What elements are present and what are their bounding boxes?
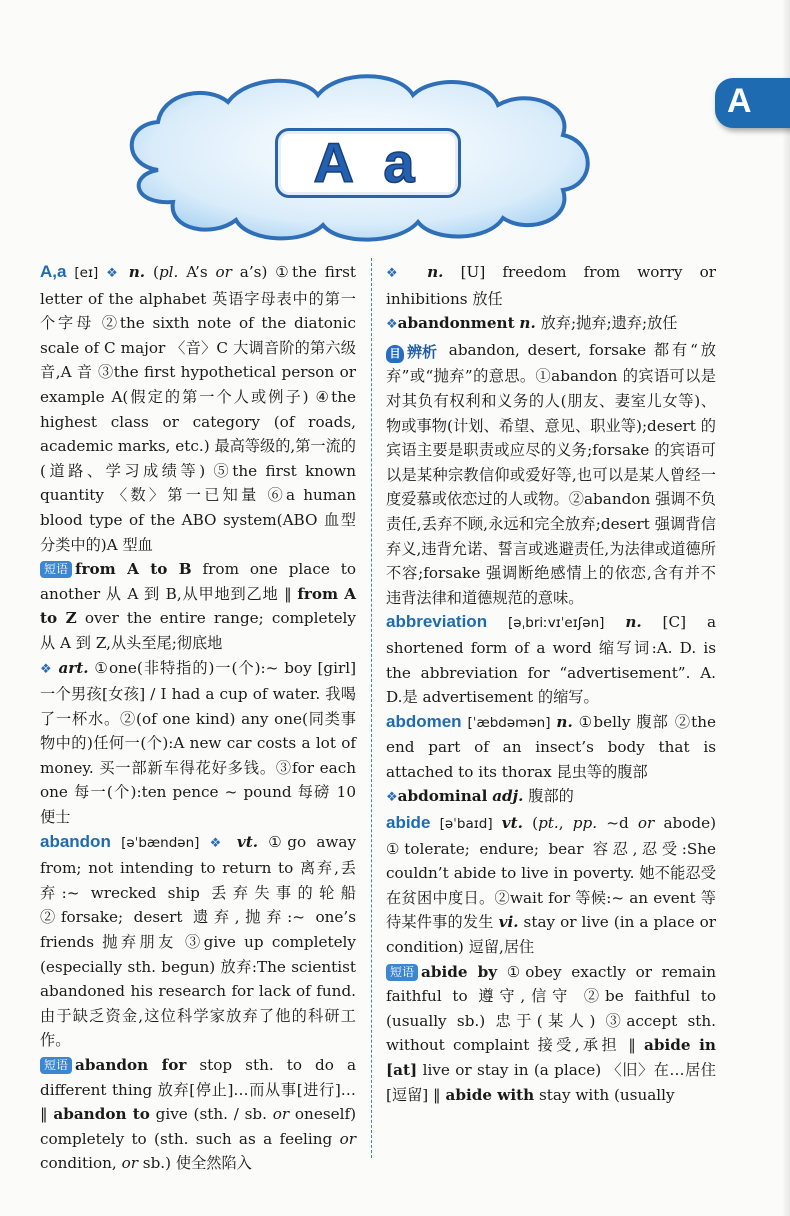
entry-bianxi: 目 辨析 abandon, desert, forsake 都有“放弃”或“抛弃”的意思。①abandon 的宾语可以是对其负有权利和义务的人(朋友、妻室儿女等)、物或事物(计划、希望、意见、职业等);desert 的宾语主要是职责或应尽的义务;forsake 的宾语可以是某种宗教信仰或爱好等,也可以是某人曾经一度爱慕或依恋过的人或物。②abandon 强调不负责任,丢弃不顾,永远和完全放弃;desert 强调背信弃义,违背允诺、誓言或逃避责任,为法律或道德所不容;forsake 强调断绝感情上的依恋,含有并不违背法律和道德规范的意味。 xyxy=(386,340,716,607)
section-tab-letter: A xyxy=(727,82,752,120)
right-column xyxy=(386,260,716,1107)
section-thumb-tab xyxy=(715,78,790,128)
entry-abandon_phrase: 短语 abandon for stop sth. to do a different thing 放弃[停止]…而从事[进行]… ‖ abandon to give (sth. / sb. or oneself) completely to (sth. such as a feeling or condition, or sb.) 使全然陷入 xyxy=(40,1056,357,1173)
entry-abide_phrase: 短语 abide by ①obey exactly or remain faithful to 遵守,信守 ②be faithful to (usually sb.) 忠于(某人) ③accept sth. without complaint 接受,承担 ‖ abide in [at] live or stay in (a place) 〈旧〉在…居住[逗留] ‖ abide with stay with (usually xyxy=(386,962,716,1104)
left-column xyxy=(40,260,356,1176)
entry-abdominal: ❖abdominal adj. 腹部的 xyxy=(386,787,574,806)
entry-abdomen: abdomen [ˈæbdəmən] n. ①belly 腹部 ②the end part of an insect’s body that is attached to its thorax 昆虫等的腹部 xyxy=(386,711,717,781)
entry-abandonment: ❖abandonment n. 放弃;抛弃;遗弃;放任 xyxy=(386,314,678,333)
section-heading: A a xyxy=(313,131,423,194)
entry-a_head: A,a [eɪ] ❖ n. (pl. A’s or a’s) ①the first letter of the alphabet 英语字母表中的第一个字母 ②the sixth note of the diatonic scale of C major 〈音〉C 大调音阶的第六级音,A 音 ③the first hypothetical person or example A(假定的第一个人或例子) ④the highest class or category (of roads, academic marks, etc.) 最高等级的,第一流的(道路、学习成绩等) ⑤the first known quantity 〈数〉第一已知量 ⑥a human blood type of the ABO system(ABO 血型分类中的)A 型血 xyxy=(40,262,357,554)
entry-a_phrase: 短语 from A to B from one place to another 从 A 到 B,从甲地到乙地 ‖ from A to Z over the entire range; completely 从 A 到 Z,从头至尾;彻底地 xyxy=(40,560,356,652)
section-heading-box xyxy=(275,128,461,198)
entry-a_art: ❖ art. ①one(非特指的)一(个):~ boy [girl] 一个男孩[女孩] / I had a cup of water. 我喝了一杯水。②(of one kind) any one(同类事物中的)任何一(个):A new car costs a lot of money. 买一部新车得花好多钱。③for each one 每一(个):ten pence ~ pound 每磅 10 便士 xyxy=(40,658,356,827)
entry-abide: abide [əˈbaɪd] vt. (pt., pp. ~d or abode) ①tolerate; endure; bear 容忍,忍受:She couldn’t abide to live in poverty. 她不能忍受在贫困中度日。②wait for 等候:~ an event 等待某件事的发生 vi. stay or live (in a place or condition) 逗留,居住 xyxy=(386,813,717,957)
column-divider xyxy=(371,258,372,1158)
entry-abandon_n: ❖ n. [U] freedom from worry or inhibitions 放任 xyxy=(386,263,716,308)
page-spine-shadow xyxy=(782,0,790,1216)
entry-abandon_head: abandon [əˈbændən] ❖ vt. ①go away from; not intending to return to 离弃,丢弃:~ wrecked ship 丢弃失事的轮船 ②forsake; desert 遗弃,抛弃:~ one’s friends 抛弃朋友 ③give up completely (especially sth. begun) 放弃:The scientist abandoned his research for lack of fund. 由于缺乏资金,这位科学家放弃了他的科研工作。 xyxy=(40,831,357,1050)
entry-abbreviation: abbreviation [əˌbriːvɪˈeɪʃən] n. [C] a shortened form of a word 缩写词:A. D. is the abbreviation for “advertisement”. A. D.是 advertisement 的缩写。 xyxy=(386,612,716,707)
